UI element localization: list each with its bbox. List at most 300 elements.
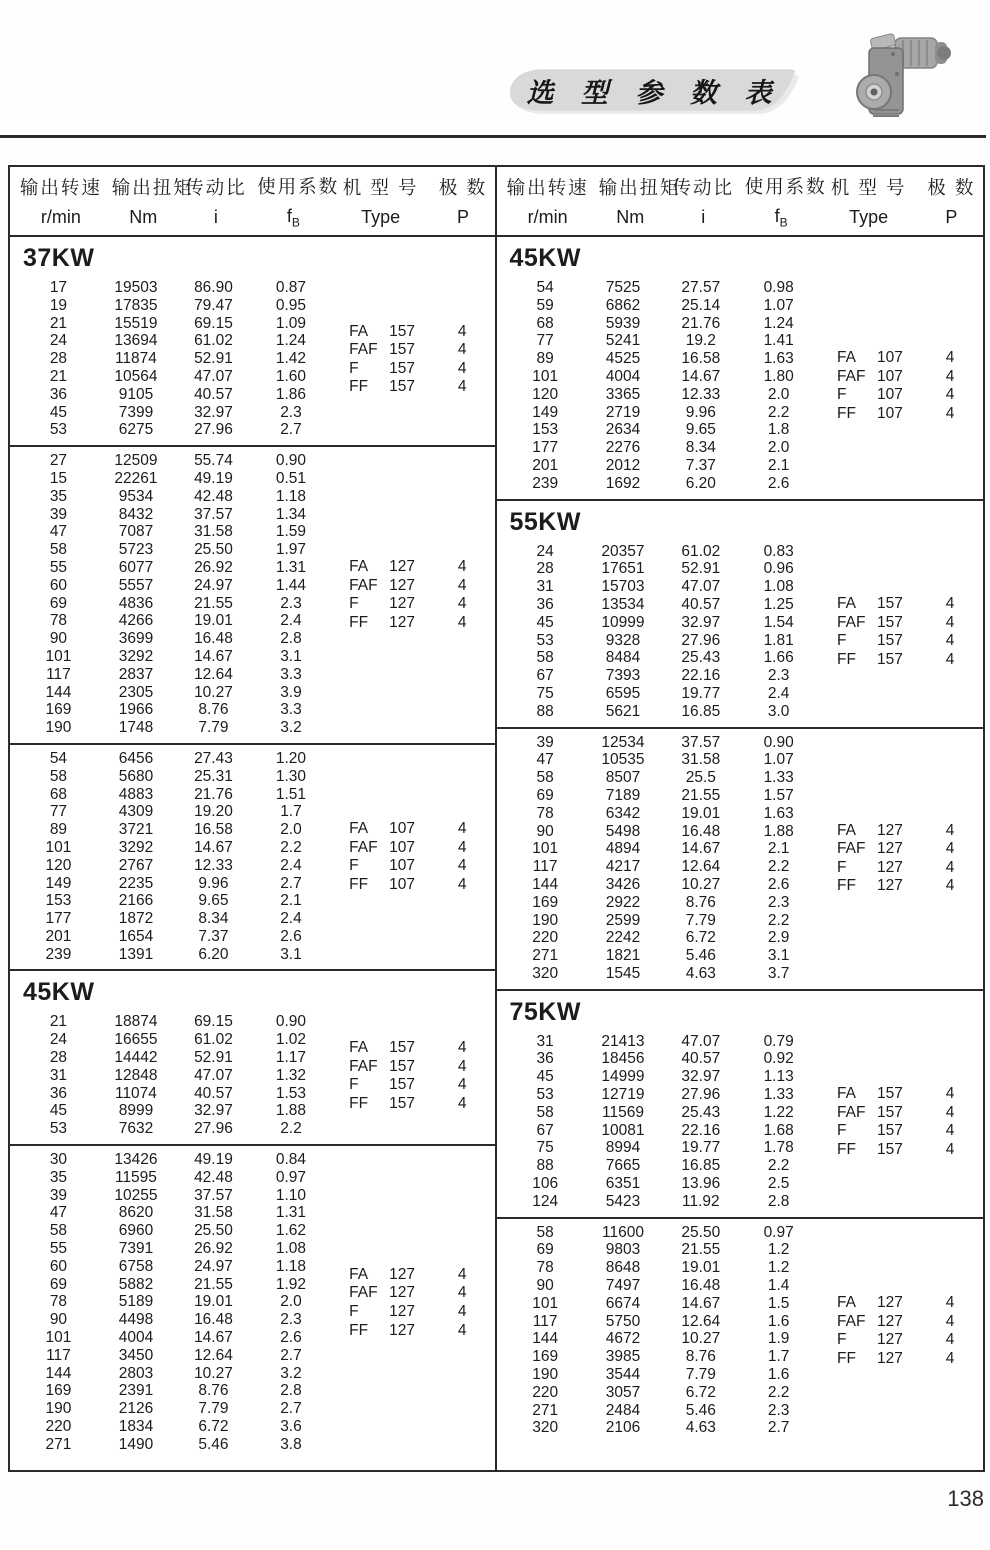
ratio-value: 32.97 <box>194 403 233 421</box>
ratio-value: 19.2 <box>685 332 716 350</box>
type-prefix: F <box>837 632 847 650</box>
type-row <box>349 1284 485 1303</box>
service-factor-value: 1.32 <box>275 1066 307 1084</box>
header-output-speed: 输出转速 r/min <box>19 177 102 227</box>
poles-value: 4 <box>945 858 955 876</box>
service-factor-value: 2.0 <box>767 385 790 403</box>
ratio-value: 9.65 <box>198 892 229 910</box>
type-size: 157 <box>877 650 903 668</box>
torque-value: 1872 <box>118 910 154 928</box>
ratio-value: 47.07 <box>681 1032 721 1050</box>
rpm-value: 31 <box>49 1066 68 1084</box>
table-row <box>10 928 495 946</box>
section-title: 37KW <box>23 244 95 272</box>
table-row <box>497 578 984 596</box>
table-row <box>497 297 984 315</box>
torque-value: 1391 <box>118 945 154 963</box>
ratio-value: 14.67 <box>681 840 721 858</box>
ratio-value: 42.48 <box>194 487 233 505</box>
table-row <box>497 734 984 752</box>
ratio-value: 27.96 <box>194 1120 233 1138</box>
service-factor-value: 2.4 <box>280 856 302 874</box>
rpm-value: 47 <box>536 751 554 769</box>
table-row <box>497 965 984 983</box>
type-list <box>837 349 973 423</box>
type-size: 127 <box>877 1312 903 1330</box>
torque-value: 4217 <box>605 858 641 876</box>
poles-value: 4 <box>945 821 955 839</box>
rpm-value: 53 <box>536 631 554 649</box>
data-block <box>10 445 495 743</box>
type-row <box>837 1122 973 1141</box>
rpm-value: 78 <box>49 612 68 630</box>
table-row <box>497 457 984 475</box>
torque-value: 15519 <box>114 314 158 332</box>
rpm-value: 24 <box>536 542 554 560</box>
header-ratio: 传动比 i <box>185 177 247 227</box>
service-factor-value: 2.8 <box>280 1382 302 1400</box>
torque-value: 5189 <box>118 1293 154 1311</box>
ratio-value: 69.15 <box>194 314 233 332</box>
service-factor-value: 2.3 <box>280 403 302 421</box>
poles-value: 4 <box>945 613 955 631</box>
rpm-value: 89 <box>536 350 554 368</box>
type-prefix: F <box>349 857 359 875</box>
poles-value: 4 <box>945 1084 955 1102</box>
torque-value: 8620 <box>118 1204 154 1222</box>
ratio-value: 9.96 <box>685 403 716 421</box>
service-factor-value: 1.24 <box>275 332 307 350</box>
rpm-value: 271 <box>45 1435 72 1453</box>
torque-value: 11074 <box>114 1084 157 1102</box>
ratio-value: 52.91 <box>194 1049 233 1067</box>
type-row <box>837 821 973 840</box>
ratio-value: 19.01 <box>194 1293 233 1311</box>
service-factor-value: 2.0 <box>767 439 790 457</box>
service-factor-value: 3.3 <box>280 665 302 683</box>
ratio-value: 9.65 <box>685 421 716 439</box>
rpm-value: 117 <box>46 1346 71 1364</box>
rpm-value: 28 <box>49 350 68 368</box>
header-poles: 极 数 P <box>927 177 976 227</box>
service-factor-value: 1.2 <box>767 1259 790 1277</box>
table-row <box>497 1402 984 1420</box>
ratio-value: 10.27 <box>681 875 721 893</box>
ratio-value: 6.72 <box>685 929 716 947</box>
torque-value: 18456 <box>601 1050 645 1068</box>
rpm-value: 60 <box>49 576 68 594</box>
poles-value: 4 <box>945 1122 955 1140</box>
rpm-value: 144 <box>45 683 72 701</box>
torque-value: 8507 <box>605 769 641 787</box>
service-factor-value: 3.2 <box>280 719 302 737</box>
ratio-value: 79.47 <box>194 296 233 314</box>
ratio-value: 47.07 <box>194 367 233 385</box>
type-row <box>349 558 485 577</box>
service-factor-value: 0.51 <box>275 469 307 487</box>
service-factor-value: 1.63 <box>763 804 794 822</box>
type-list <box>837 821 973 895</box>
type-list <box>349 1039 485 1113</box>
rpm-value: 77 <box>536 332 554 350</box>
poles-value: 4 <box>457 1039 467 1057</box>
type-row <box>837 1350 973 1369</box>
ratio-value: 14.67 <box>681 367 721 385</box>
type-prefix: F <box>837 386 847 404</box>
service-factor-value: 1.57 <box>763 786 794 804</box>
poles-value: 4 <box>457 1321 467 1339</box>
type-list <box>349 558 485 632</box>
type-size: 157 <box>389 1076 416 1094</box>
type-prefix: FA <box>349 1265 369 1283</box>
torque-value: 6342 <box>605 804 641 822</box>
type-row <box>349 1058 485 1077</box>
torque-value: 8432 <box>118 505 154 523</box>
table-row <box>497 703 984 721</box>
rpm-value: 24 <box>49 1031 68 1049</box>
type-row <box>349 360 485 379</box>
rpm-value: 169 <box>532 893 559 911</box>
torque-value: 2166 <box>118 892 154 910</box>
type-size: 157 <box>389 1094 416 1112</box>
table-row <box>10 892 495 910</box>
torque-value: 7497 <box>605 1277 641 1295</box>
service-factor-value: 2.6 <box>280 1329 302 1347</box>
ratio-value: 31.58 <box>681 751 721 769</box>
rpm-value: 220 <box>45 1418 72 1436</box>
torque-value: 3426 <box>605 875 641 893</box>
header-service-factor: 使用系数 $f_B$ <box>257 175 340 230</box>
table-row <box>10 910 495 928</box>
ratio-value: 37.57 <box>194 1186 233 1204</box>
torque-value: 17835 <box>114 296 158 314</box>
type-prefix: F <box>837 1122 847 1140</box>
service-factor-value: 1.10 <box>275 1186 307 1204</box>
rpm-value: 169 <box>532 1348 559 1366</box>
type-row <box>349 1321 485 1340</box>
service-factor-value: 3.3 <box>280 701 302 719</box>
table-row <box>10 1013 495 1031</box>
torque-value: 5557 <box>118 576 154 594</box>
torque-value: 5723 <box>118 541 154 559</box>
service-factor-value: 0.97 <box>275 1168 307 1186</box>
ratio-value: 19.77 <box>681 684 721 702</box>
service-factor-value: 2.7 <box>280 874 302 892</box>
service-factor-value: 2.8 <box>767 1192 790 1210</box>
rpm-value: 15 <box>49 469 68 487</box>
torque-value: 1490 <box>118 1435 154 1453</box>
table-row <box>10 1347 495 1365</box>
type-list <box>837 595 973 669</box>
type-prefix: F <box>349 1076 359 1094</box>
type-size: 107 <box>877 404 903 422</box>
service-factor-value: 2.9 <box>767 929 790 947</box>
table-row <box>10 719 495 737</box>
type-list <box>349 1266 485 1340</box>
type-prefix: FA <box>837 1293 856 1311</box>
type-row <box>837 1312 973 1331</box>
service-factor-value: 0.79 <box>763 1032 794 1050</box>
service-factor-value: 1.9 <box>767 1330 790 1348</box>
table-row <box>10 452 495 470</box>
ratio-value: 25.50 <box>194 1222 233 1240</box>
rpm-value: 177 <box>532 439 559 457</box>
service-factor-value: 0.84 <box>275 1151 307 1169</box>
service-factor-value: 0.90 <box>275 452 307 470</box>
torque-value: 1834 <box>118 1418 154 1436</box>
parameter-table <box>8 165 985 1472</box>
ratio-value: 5.46 <box>198 1435 229 1453</box>
type-size: 127 <box>877 1349 903 1367</box>
table-row <box>497 947 984 965</box>
ratio-value: 52.91 <box>681 560 721 578</box>
poles-value: 4 <box>457 857 467 875</box>
rpm-value: 45 <box>536 1068 554 1086</box>
table-row <box>10 1169 495 1187</box>
type-list <box>837 1085 973 1159</box>
ratio-value: 27.96 <box>681 1086 721 1104</box>
service-factor-value: 2.3 <box>767 893 790 911</box>
ratio-value: 10.27 <box>681 1330 721 1348</box>
ratio-value: 47.07 <box>194 1066 233 1084</box>
service-factor-value: 1.18 <box>275 487 307 505</box>
ratio-value: 7.37 <box>198 927 229 945</box>
ratio-value: 25.14 <box>681 296 721 314</box>
ratio-value: 21.55 <box>194 594 233 612</box>
rpm-value: 30 <box>49 1151 68 1169</box>
rpm-value: 35 <box>49 487 68 505</box>
table-row <box>497 1157 984 1175</box>
rpm-value: 75 <box>536 1139 554 1157</box>
poles-value: 4 <box>945 1293 955 1311</box>
table-row <box>10 404 495 422</box>
service-factor-value: 1.24 <box>763 314 794 332</box>
table-row <box>497 1224 984 1242</box>
table-row <box>497 439 984 457</box>
service-factor-value: 2.3 <box>767 1401 790 1419</box>
type-prefix: FF <box>349 1094 369 1112</box>
rpm-value: 53 <box>49 421 68 439</box>
rpm-value: 58 <box>536 1103 554 1121</box>
rpm-value: 36 <box>49 385 68 403</box>
rpm-value: 21 <box>49 1013 68 1031</box>
rpm-value: 144 <box>532 875 559 893</box>
rpm-value: 190 <box>45 719 72 737</box>
service-factor-value: 0.83 <box>763 542 794 560</box>
type-size: 157 <box>389 1057 416 1075</box>
table-row <box>10 1120 495 1138</box>
poles-value: 4 <box>457 576 467 594</box>
rpm-value: 117 <box>532 1312 558 1330</box>
service-factor-value: 2.4 <box>280 612 302 630</box>
table-row <box>10 1365 495 1383</box>
ratio-value: 25.50 <box>194 541 233 559</box>
rpm-value: 220 <box>532 929 559 947</box>
type-prefix: FA <box>349 322 369 340</box>
ratio-value: 10.27 <box>194 1364 233 1382</box>
torque-value: 7391 <box>118 1240 154 1258</box>
service-factor-value: 2.2 <box>767 911 790 929</box>
rpm-value: 45 <box>536 613 554 631</box>
rpm-value: 55 <box>49 1240 68 1258</box>
rpm-value: 21 <box>49 367 68 385</box>
service-factor-value: 1.07 <box>763 296 794 314</box>
rpm-value: 90 <box>49 1311 68 1329</box>
rpm-value: 53 <box>49 1120 68 1138</box>
type-row <box>837 349 973 368</box>
type-prefix: FF <box>349 378 369 396</box>
service-factor-value: 2.0 <box>280 821 302 839</box>
service-factor-value: 1.41 <box>763 332 794 350</box>
table-row <box>10 1400 495 1418</box>
table-row <box>497 912 984 930</box>
poles-value: 4 <box>457 322 467 340</box>
type-prefix: F <box>837 858 847 876</box>
table-row <box>497 894 984 912</box>
ratio-value: 14.67 <box>194 1329 233 1347</box>
rpm-value: 69 <box>536 786 554 804</box>
torque-value: 4883 <box>118 785 154 803</box>
ratio-value: 9.96 <box>198 874 229 892</box>
service-factor-value: 1.25 <box>763 595 794 613</box>
service-factor-value: 1.17 <box>275 1049 307 1067</box>
type-size: 127 <box>877 877 903 895</box>
type-size: 127 <box>877 1293 903 1311</box>
rpm-value: 58 <box>49 541 68 559</box>
torque-value: 2391 <box>118 1382 154 1400</box>
table-row <box>497 1175 984 1193</box>
ratio-value: 12.64 <box>681 858 721 876</box>
service-factor-value: 2.7 <box>767 1419 790 1437</box>
table-row <box>10 1222 495 1240</box>
type-row <box>349 820 485 839</box>
service-factor-value: 2.2 <box>280 838 302 856</box>
service-factor-value: 1.34 <box>275 505 307 523</box>
service-factor-value: 2.4 <box>280 910 302 928</box>
service-factor-value: 2.7 <box>280 1400 302 1418</box>
ratio-value: 16.48 <box>681 1277 721 1295</box>
header-poles: 极 数 P <box>438 177 488 227</box>
header-service-factor: 使用系数 $f_B$ <box>744 175 827 230</box>
table-row <box>10 648 495 666</box>
rpm-value: 106 <box>532 1175 559 1193</box>
poles-value: 4 <box>945 1103 955 1121</box>
table-row <box>10 1204 495 1222</box>
section-title: 75KW <box>497 989 984 1028</box>
rpm-value: 27 <box>49 452 68 470</box>
ratio-value: 11.92 <box>682 1192 720 1210</box>
table-row <box>497 1384 984 1402</box>
torque-value: 5241 <box>605 332 641 350</box>
ratio-value: 61.02 <box>681 542 721 560</box>
table-row <box>10 421 495 439</box>
torque-value: 13534 <box>601 595 645 613</box>
type-size: 157 <box>877 613 903 631</box>
service-factor-value: 2.7 <box>280 421 302 439</box>
rpm-value: 169 <box>45 1382 72 1400</box>
service-factor-value: 1.33 <box>763 1086 794 1104</box>
service-factor-value: 1.6 <box>767 1366 790 1384</box>
rpm-value: 153 <box>45 892 72 910</box>
table-row <box>497 805 984 823</box>
poles-value: 4 <box>945 1330 955 1348</box>
table-row <box>10 1382 495 1400</box>
type-row <box>349 595 485 614</box>
torque-value: 15703 <box>601 578 645 596</box>
type-row <box>837 1104 973 1123</box>
type-row <box>349 322 485 341</box>
service-factor-value: 3.1 <box>280 647 302 665</box>
service-factor-value: 2.3 <box>280 1311 302 1329</box>
rpm-value: 47 <box>49 1204 68 1222</box>
ratio-value: 31.58 <box>194 523 233 541</box>
service-factor-value: 1.07 <box>763 751 794 769</box>
data-block <box>10 743 495 970</box>
type-prefix: FAF <box>349 576 378 594</box>
type-row <box>837 1085 973 1104</box>
service-factor-value: 3.6 <box>280 1418 302 1436</box>
service-factor-value: 2.6 <box>767 875 790 893</box>
table-header <box>497 167 984 237</box>
rpm-value: 35 <box>49 1168 68 1186</box>
table-row <box>10 1418 495 1436</box>
table-row <box>10 768 495 786</box>
service-factor-value: 0.87 <box>275 279 307 296</box>
section-title: 45KW <box>10 969 495 1008</box>
service-factor-value: 1.53 <box>275 1084 307 1102</box>
rpm-value: 88 <box>536 1157 554 1175</box>
poles-value: 4 <box>457 875 467 893</box>
service-factor-value: 1.20 <box>275 749 307 767</box>
rpm-value: 24 <box>49 332 68 350</box>
ratio-value: 16.58 <box>194 821 233 839</box>
service-factor-value: 2.1 <box>767 840 790 858</box>
torque-value: 10999 <box>601 613 645 631</box>
table-header <box>10 167 495 237</box>
service-factor-value: 1.62 <box>275 1222 307 1240</box>
torque-value: 4004 <box>605 367 641 385</box>
rpm-value: 67 <box>536 1121 554 1139</box>
rpm-value: 117 <box>46 665 71 683</box>
ratio-value: 31.58 <box>194 1204 233 1222</box>
type-prefix: FF <box>837 877 856 895</box>
type-prefix: FA <box>837 1084 856 1102</box>
ratio-value: 21.55 <box>681 786 721 804</box>
rpm-value: 75 <box>536 684 554 702</box>
poles-value: 4 <box>457 340 467 358</box>
ratio-value: 25.5 <box>685 769 716 787</box>
type-prefix: FF <box>837 650 856 668</box>
table-row <box>497 1277 984 1295</box>
type-prefix: FA <box>349 557 369 575</box>
rpm-value: 39 <box>49 505 68 523</box>
torque-value: 13426 <box>114 1151 158 1169</box>
torque-value: 8484 <box>605 649 641 667</box>
rpm-value: 201 <box>45 927 72 945</box>
rpm-value: 47 <box>49 523 68 541</box>
rpm-value: 239 <box>45 945 72 963</box>
gearmotor-image <box>845 24 959 134</box>
rpm-value: 120 <box>45 856 72 874</box>
service-factor-value: 0.97 <box>763 1223 794 1241</box>
rpm-value: 120 <box>532 385 559 403</box>
type-size: 107 <box>877 386 903 404</box>
torque-value: 2634 <box>605 421 641 439</box>
torque-value: 5680 <box>118 767 154 785</box>
type-row <box>837 632 973 651</box>
poles-value: 4 <box>945 349 955 367</box>
rpm-value: 144 <box>532 1330 559 1348</box>
